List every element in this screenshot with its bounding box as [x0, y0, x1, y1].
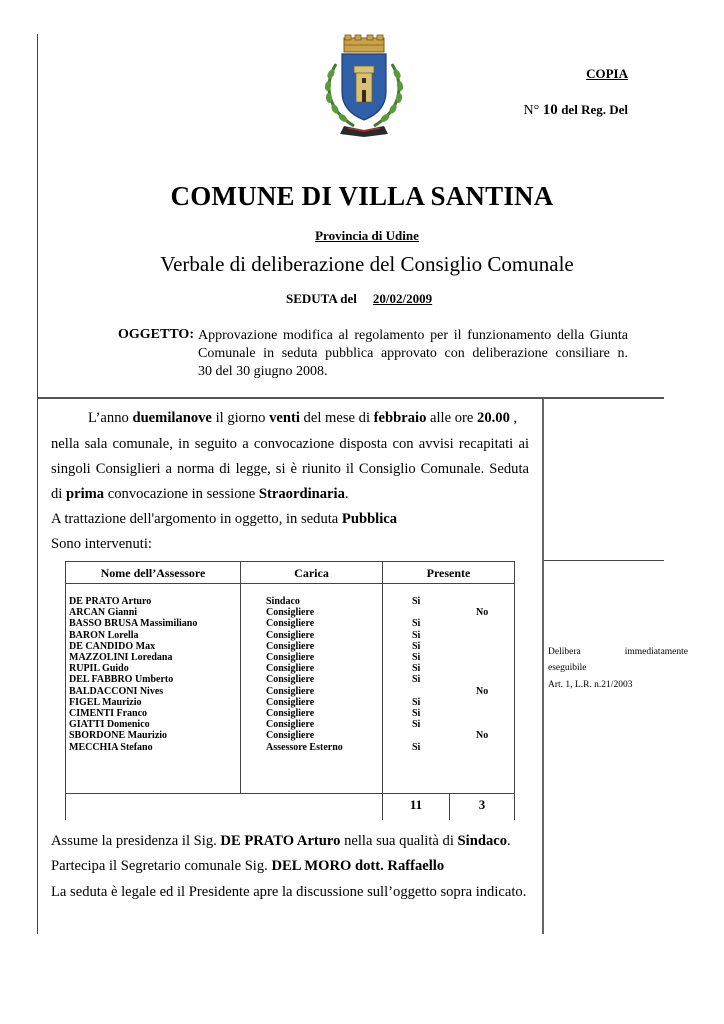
registry-number — [470, 102, 628, 119]
member-role: Consigliere — [266, 696, 315, 708]
subject-text — [198, 327, 628, 381]
text-run: Delibera — [548, 647, 581, 657]
text-run-bold: DE PRATO Arturo — [220, 833, 341, 849]
text-run-bold: febbraio — [373, 410, 427, 426]
present-mark: Si — [412, 663, 421, 675]
table-totals-border — [65, 793, 515, 794]
body-paragraph-3: singoli Consiglieri a norma di legge, si è riunito il Consiglio Comunale. Seduta — [51, 461, 529, 477]
text-run-bold: duemilanove — [132, 410, 212, 426]
member-role: Consigliere — [266, 674, 315, 686]
subject-line: Comunale in seduta pubblica approvato con deliberazione consiliare n. — [198, 346, 628, 361]
member-name: GIATTI Domenico — [69, 719, 150, 731]
body-paragraph-4 — [51, 486, 529, 503]
present-mark: Si — [412, 696, 421, 708]
body-paragraph-5 — [51, 511, 529, 528]
present-mark: Si — [412, 618, 421, 630]
absent-mark: No — [476, 607, 489, 619]
present-mark: Si — [412, 674, 421, 686]
side-column-top-line — [544, 560, 664, 561]
member-role: Consigliere — [266, 607, 315, 619]
present-mark: Si — [412, 652, 421, 663]
text-run: . — [507, 833, 511, 849]
member-name: DE PRATO Arturo — [69, 596, 152, 607]
session-label: SEDUTA del — [286, 291, 357, 306]
present-mark: Si — [412, 708, 421, 719]
member-role: Assessore Esterno — [266, 741, 343, 753]
member-role: Consigliere — [266, 708, 315, 719]
table-right-border — [514, 561, 515, 820]
present-mark: Si — [412, 719, 421, 731]
session-date — [286, 291, 432, 307]
table-header-present: Presente — [426, 566, 471, 580]
table-col-divider — [240, 561, 241, 793]
document-subtitle: Verbale di deliberazione del Consiglio Comunale — [160, 252, 574, 276]
table-header-role: Carica — [294, 566, 329, 580]
total-absent: 3 — [478, 797, 486, 812]
member-role: Sindaco — [266, 596, 300, 607]
text-run-bold: prima — [66, 486, 105, 502]
footer-paragraph-2 — [51, 858, 529, 875]
side-note-line-2: eseguibile — [548, 663, 587, 673]
member-name: DE CANDIDO Max — [69, 640, 156, 652]
table-header-border — [65, 583, 515, 584]
footer-paragraph-1 — [51, 833, 529, 850]
registry-suffix: del Reg. Del — [561, 102, 628, 117]
subject-line: 30 del 30 giugno 2008. — [198, 364, 328, 379]
left-margin-line — [37, 34, 38, 934]
footer-paragraph-3: La seduta è legale ed il Presidente apre la discussione sull’oggetto sopra indicato. — [51, 884, 527, 900]
text-run-bold: venti — [269, 410, 300, 426]
table-left-border — [65, 561, 66, 793]
table-header-name: Nome dell’Assessore — [100, 566, 206, 580]
present-mark: Si — [412, 741, 421, 753]
member-role: Consigliere — [266, 730, 315, 742]
text-run: Partecipa il Segretario comunale Sig. — [51, 858, 272, 874]
table-footer-left-tick — [65, 793, 66, 820]
text-run-bold: Straordinaria — [258, 486, 345, 502]
subject-line: Approvazione modifica al regolamento per il funzionamento della Giunta — [198, 328, 628, 343]
member-name: CIMENTI Franco — [69, 708, 148, 719]
subject-label: OGGETTO: — [118, 327, 194, 342]
text-run-bold: 20.00 — [477, 410, 510, 426]
member-name: RUPIL Guido — [69, 663, 129, 675]
member-name: MECCHIA Stefano — [69, 741, 153, 753]
text-run: , — [509, 410, 518, 426]
member-role: Consigliere — [266, 719, 315, 731]
member-name: BARON Lorella — [69, 629, 139, 641]
member-name: SBORDONE Maurizio — [69, 730, 168, 742]
table-top-border — [65, 561, 515, 562]
page-title: COMUNE DI VILLA SANTINA — [170, 181, 554, 211]
header-separator — [37, 397, 664, 399]
absent-mark: No — [476, 685, 489, 697]
member-name: ARCAN Gianni — [69, 607, 138, 619]
member-name: BALDACCONI Nives — [69, 685, 164, 697]
body-paragraph-6: Sono intervenuti: — [51, 536, 152, 552]
absent-mark: No — [476, 730, 489, 742]
text-run: di — [51, 486, 66, 502]
member-name: DEL FABBRO Umberto — [69, 674, 174, 686]
text-run: L’anno — [88, 410, 133, 426]
text-run: immediatamente — [624, 647, 688, 657]
member-name: FIGEL Maurizio — [69, 696, 142, 708]
member-role: Consigliere — [266, 618, 315, 630]
registry-number-value: 10 — [542, 102, 558, 118]
member-role: Consigliere — [266, 652, 315, 663]
side-note-line-3: Art. 1, L.R. n.21/2003 — [548, 680, 633, 690]
text-run: . — [344, 486, 349, 502]
member-name: MAZZOLINI Loredana — [69, 652, 173, 663]
body-paragraph-1 — [88, 410, 529, 427]
registry-prefix: N° — [523, 103, 540, 118]
present-mark: Si — [412, 596, 421, 607]
member-role: Consigliere — [266, 640, 315, 652]
text-run-bold: DEL MORO dott. Raffaello — [271, 858, 445, 874]
copia-label: COPIA — [586, 66, 628, 81]
municipal-crest-icon — [314, 34, 414, 138]
session-date-value: 20/02/2009 — [372, 291, 433, 306]
side-note-line-1 — [548, 647, 688, 657]
body-paragraph-2: nella sala comunale, in seguito a convocazione disposta con avvisi recapitati ai — [51, 436, 529, 452]
text-run: A trattazione dell'argomento in oggetto, in seduta — [51, 511, 342, 527]
text-run: il giorno — [211, 410, 270, 426]
text-run: nella sua qualità di — [340, 833, 458, 849]
text-run: Assume la presidenza il Sig. — [51, 833, 221, 849]
text-run-bold: Pubblica — [341, 511, 398, 527]
member-name: BASSO BRUSA Massimiliano — [69, 618, 198, 630]
member-role: Consigliere — [266, 629, 315, 641]
member-role: Consigliere — [266, 663, 315, 675]
province-label: Provincia di Udine — [315, 228, 419, 243]
total-present: 11 — [409, 797, 423, 812]
table-col-divider — [382, 561, 383, 820]
side-column-line — [542, 398, 544, 934]
text-run: convocazione in sessione — [104, 486, 259, 502]
member-role: Consigliere — [266, 685, 315, 697]
text-run: del mese di — [299, 410, 374, 426]
text-run-bold: Sindaco — [457, 833, 508, 849]
text-run: alle ore — [426, 410, 478, 426]
present-mark: Si — [412, 629, 421, 641]
present-mark: Si — [412, 640, 421, 652]
